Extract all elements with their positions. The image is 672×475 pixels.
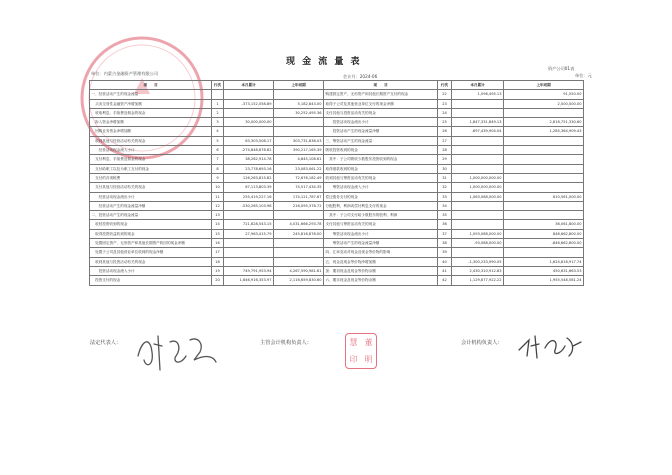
row-current-amount (452, 201, 504, 210)
row-line-number (212, 90, 224, 99)
row-current-amount (452, 248, 504, 257)
table-row (90, 266, 584, 275)
row-current-amount (224, 239, 274, 248)
row-prior-amount (274, 248, 324, 257)
row-item-label: 二、投资活动产生的现金流量： (90, 211, 212, 220)
row-current-amount: 23,778,693.16 (224, 164, 274, 173)
row-item-label: 拆入资金净增加额 (90, 118, 212, 127)
row-item-label: 取得借款收到的现金 (324, 164, 438, 173)
company-name: 单位：内蒙古金融资产管理有限公司 (91, 71, 159, 76)
row-current-amount: 63,303,508.17 (224, 136, 274, 145)
column-header-item: 项 目 (90, 81, 212, 90)
row-prior-amount: 4,267,590,981.61 (274, 266, 324, 275)
row-current-amount: -93,088,000.00 (452, 239, 504, 248)
row-prior-amount: 1,955,548,581.24 (504, 276, 584, 285)
row-prior-amount: 303,731,838.03 (274, 136, 324, 145)
row-item-label: 投资支付的现金 (90, 276, 212, 285)
row-prior-amount: 450,631,663.53 (504, 266, 584, 275)
row-prior-amount: 1,624,816,917.74 (504, 257, 584, 266)
row-prior-amount: 36,061,800.00 (504, 220, 584, 229)
row-prior-amount (504, 201, 584, 210)
row-prior-amount (504, 248, 584, 257)
column-header-line: 行次 (438, 81, 452, 90)
row-current-amount (452, 211, 504, 220)
row-prior-amount (274, 90, 324, 99)
row-item-label: 五、现金及现金等价物净增加额 (324, 257, 438, 266)
row-line-number: 3 (212, 118, 224, 127)
row-item-label: 支付其他与投资活动有关的现金 (324, 108, 438, 117)
row-item-label: 加：期初现金及现金等价物余额 (324, 266, 438, 275)
row-current-amount (224, 127, 274, 136)
row-item-label: 一、经营活动产生的现金流量： (90, 90, 212, 99)
row-current-amount: 721,828,543.15 (224, 220, 274, 229)
row-current-amount (452, 99, 504, 108)
row-current-amount: 67,113,803.39 (224, 183, 274, 192)
row-line-number: 17 (212, 248, 224, 257)
row-item-label: 收取利息、手续费及佣金的现金 (90, 108, 212, 117)
row-line-number: 2 (212, 108, 224, 117)
row-item-label: 经营活动产生的现金流量净额 (90, 201, 212, 210)
row-prior-amount (274, 211, 324, 220)
row-current-amount: 30,000,000.00 (224, 118, 274, 127)
row-current-amount (452, 146, 504, 155)
row-current-amount (452, 136, 504, 145)
row-line-number: 1 (212, 99, 224, 108)
row-line-number: 24 (438, 108, 452, 117)
column-header-prior: 上年同期 (504, 81, 584, 90)
row-line-number: 40 (438, 257, 452, 266)
row-current-amount (224, 211, 274, 220)
table-row (90, 108, 584, 117)
row-item-label: 收到其他与投资活动有关的现金 (90, 257, 212, 266)
table-row (90, 220, 584, 229)
row-line-number: 22 (438, 90, 452, 99)
row-current-amount: -697,439,904.04 (452, 127, 504, 136)
row-line-number: 36 (438, 220, 452, 229)
table-row (90, 99, 584, 108)
row-prior-amount (274, 239, 324, 248)
row-prior-amount: 74,517,434.35 (274, 183, 324, 192)
column-header-prior: 上年同期 (274, 81, 324, 90)
row-current-amount: 1,063,088,000.00 (452, 192, 504, 201)
row-line-number: 25 (438, 118, 452, 127)
row-prior-amount (504, 211, 584, 220)
row-item-label: 取得投资收益收到的现金 (90, 229, 212, 238)
table-row (90, 201, 584, 210)
row-prior-amount: 4,845,108.61 (274, 155, 324, 164)
table-row (90, 155, 584, 164)
row-current-amount (452, 155, 504, 164)
row-current-amount: -1,300,233,990.05 (452, 257, 504, 266)
row-prior-amount (274, 257, 324, 266)
row-current-amount: 2,430,310,912.83 (452, 266, 504, 275)
row-prior-amount: 72,676,182.49 (274, 173, 324, 182)
row-item-label: 取得子公司及其他营业单位支付的现金净额 (324, 99, 438, 108)
row-line-number: 5 (212, 136, 224, 145)
accounting-head-label: 主管会计机构负责人： (260, 340, 312, 346)
row-line-number: 30 (438, 164, 452, 173)
row-prior-amount: 5,182,843.00 (274, 99, 324, 108)
table-row (90, 164, 584, 173)
row-current-amount: -530,265,103.98 (224, 201, 274, 210)
row-prior-amount (504, 164, 584, 173)
row-current-amount: 1,096,495.13 (452, 90, 504, 99)
row-prior-amount: 1,285,364,909.43 (504, 127, 584, 136)
row-prior-amount: 91,550.00 (504, 90, 584, 99)
row-item-label: 收到其他与筹资活动有关的现金 (324, 173, 438, 182)
row-prior-amount: 2,116,659,830.60 (274, 276, 324, 285)
table-row (90, 229, 584, 238)
row-current-amount (452, 220, 504, 229)
row-current-amount (224, 248, 274, 257)
legal-rep-label: 法定代表人： (90, 340, 122, 346)
row-current-amount: 1,847,331,849.13 (452, 118, 504, 127)
column-header-line: 行次 (212, 81, 224, 90)
row-item-label: 投资活动现金流出小计 (324, 118, 438, 127)
row-prior-amount (504, 183, 584, 192)
table-row (90, 239, 584, 248)
row-prior-amount: -846,662,800.00 (504, 239, 584, 248)
row-line-number: 19 (212, 266, 224, 275)
row-prior-amount: 2,000,000.00 (504, 99, 584, 108)
row-item-label: 支付给职工以及为职工支付的现金 (90, 164, 212, 173)
table-row (90, 183, 584, 192)
row-item-label: 支付的各项税费 (90, 173, 212, 182)
row-prior-amount (504, 146, 584, 155)
row-line-number: 12 (212, 201, 224, 210)
row-prior-amount (274, 118, 324, 127)
row-prior-amount: 245,816,876.00 (274, 229, 324, 238)
table-row (90, 211, 584, 220)
row-line-number: 42 (438, 276, 452, 285)
row-item-label: 六、期末现金及现金等价物余额 (324, 276, 438, 285)
row-item-label: 其中：子公司吸收少数股东投资收到的现金 (324, 155, 438, 164)
table-row (90, 90, 584, 99)
table-row (90, 257, 584, 266)
row-item-label: 投资活动现金流入小计 (90, 266, 212, 275)
row-item-label: 筹资活动现金流出小计 (324, 229, 438, 238)
row-item-label: 筹资活动现金流入小计 (324, 183, 438, 192)
row-current-amount: 1,129,877,922.22 (452, 276, 504, 285)
row-line-number: 14 (212, 220, 224, 229)
row-prior-amount: 30,252,495.36 (274, 108, 324, 117)
accounting-officer-signature (515, 328, 585, 362)
row-line-number: 10 (212, 183, 224, 192)
table-row (90, 173, 584, 182)
row-current-amount: 126,263,815.82 (224, 173, 274, 182)
row-prior-amount: 216,095,378.72 (274, 201, 324, 210)
table-row (90, 248, 584, 257)
row-line-number: 11 (212, 192, 224, 201)
row-current-amount: 1,000,000,000.00 (452, 183, 504, 192)
table-row (90, 192, 584, 201)
row-line-number: 37 (438, 229, 452, 238)
row-line-number: 29 (438, 155, 452, 164)
row-current-amount (224, 90, 274, 99)
row-prior-amount (504, 155, 584, 164)
row-item-label: 筹资活动产生的现金流量净额 (324, 239, 438, 248)
row-current-amount (452, 164, 504, 173)
column-header-item: 项 目 (324, 81, 438, 90)
row-current-amount: 38,262,914.78 (224, 155, 274, 164)
row-prior-amount (504, 108, 584, 117)
row-current-amount: -373,152,058.89 (224, 99, 274, 108)
form-code: 资产公司01表 (548, 66, 575, 71)
row-line-number: 6 (212, 146, 224, 155)
row-item-label: 支付其他与筹资活动有关的现金 (324, 220, 438, 229)
column-header-current: 本月累计 (452, 81, 504, 90)
row-line-number: 13 (212, 211, 224, 220)
table-row (90, 127, 584, 136)
row-item-label: 四、汇率变动对现金及现金等价物的影响 (324, 248, 438, 257)
row-line-number: 39 (438, 248, 452, 257)
row-item-label: 其中：子公司支付给少数股东的股利、利润 (324, 211, 438, 220)
row-item-label: 经营活动现金流出小计 (90, 192, 212, 201)
row-prior-amount: 174,121,787.67 (274, 192, 324, 201)
row-prior-amount: 390,217,165.39 (274, 146, 324, 155)
row-line-number: 33 (438, 192, 452, 201)
row-line-number: 18 (212, 257, 224, 266)
row-item-label: 收回投资收到的现金 (90, 220, 212, 229)
row-prior-amount: 846,662,800.00 (504, 229, 584, 238)
row-item-label: 买卖交易性金融资产净增加额 (90, 99, 212, 108)
row-item-label: 经营活动现金流入小计 (90, 146, 212, 155)
row-item-label: 三、筹资活动产生的现金流量： (324, 136, 438, 145)
accounting-officer-label: 会计机构负责人： (461, 340, 503, 346)
row-line-number: 9 (212, 173, 224, 182)
row-prior-amount (274, 127, 324, 136)
row-line-number: 15 (212, 229, 224, 238)
row-current-amount (224, 108, 274, 117)
row-item-label: 投资活动产生的现金流量净额 (324, 127, 438, 136)
row-line-number: 8 (212, 164, 224, 173)
row-prior-amount: 23,083,061.22 (274, 164, 324, 173)
row-line-number: 41 (438, 266, 452, 275)
row-current-amount: 255,419,227.16 (224, 192, 274, 201)
row-prior-amount (504, 136, 584, 145)
row-current-amount: 1,093,088,000.00 (452, 229, 504, 238)
row-item-label: 吸收投资收到的现金 (324, 146, 438, 155)
row-current-amount: 27,963,415.79 (224, 229, 274, 238)
report-period: 会计月：2024-06 (343, 74, 378, 79)
row-line-number: 20 (212, 276, 224, 285)
legal-rep-signature (132, 326, 222, 374)
row-item-label: 收到其他与经营活动有关的现金 (90, 136, 212, 145)
row-line-number: 27 (438, 136, 452, 145)
row-prior-amount: 610,561,000.00 (504, 192, 584, 201)
row-current-amount (224, 257, 274, 266)
row-item-label: 分配股利、利润或偿付利息支付的现金 (324, 201, 438, 210)
row-line-number: 16 (212, 239, 224, 248)
row-item-label: 处置固定资产、无形资产和其他长期资产收回的现金净额 (90, 239, 212, 248)
row-line-number: 26 (438, 127, 452, 136)
row-line-number: 31 (438, 173, 452, 182)
table-row (90, 276, 584, 285)
column-header-current: 本月累计 (224, 81, 274, 90)
table-header (90, 81, 584, 90)
row-line-number: 32 (438, 183, 452, 192)
row-line-number: 7 (212, 155, 224, 164)
currency-unit: 单位：元 (575, 73, 592, 78)
name-stamp: 慧 董 印 明 (345, 333, 377, 369)
row-prior-amount: 4,031,666,293.78 (274, 220, 324, 229)
row-line-number: 23 (438, 99, 452, 108)
row-prior-amount (504, 173, 584, 182)
row-current-amount: 1,846,916,353.97 (224, 276, 274, 285)
row-line-number: 38 (438, 239, 452, 248)
row-current-amount: -274,848,876.82 (224, 146, 274, 155)
row-current-amount (452, 108, 504, 117)
row-item-label: 支付其他与经营活动有关的现金 (90, 183, 212, 192)
table-row (90, 146, 584, 155)
row-item-label: 偿还债务支付的现金 (324, 192, 438, 201)
row-item-label: 回购业务资金净增加额 (90, 127, 212, 136)
row-item-label: 购建固定资产、无形资产和其他长期资产支付的现金 (324, 90, 438, 99)
table-row (90, 118, 584, 127)
row-line-number: 35 (438, 211, 452, 220)
row-prior-amount: 2,816,751,330.60 (504, 118, 584, 127)
row-current-amount: 1,000,000,000.00 (452, 173, 504, 182)
row-line-number: 4 (212, 127, 224, 136)
page-title: 现 金 流 量 表 (286, 57, 362, 67)
row-current-amount: 749,791,953.94 (224, 266, 274, 275)
row-line-number: 34 (438, 201, 452, 210)
row-line-number: 28 (438, 146, 452, 155)
row-item-label: 支付利息、手续费及佣金的现金 (90, 155, 212, 164)
row-item-label: 处置子公司及其他营业单位收到的现金净额 (90, 248, 212, 257)
cash-flow-table (89, 80, 584, 286)
table-row (90, 136, 584, 145)
